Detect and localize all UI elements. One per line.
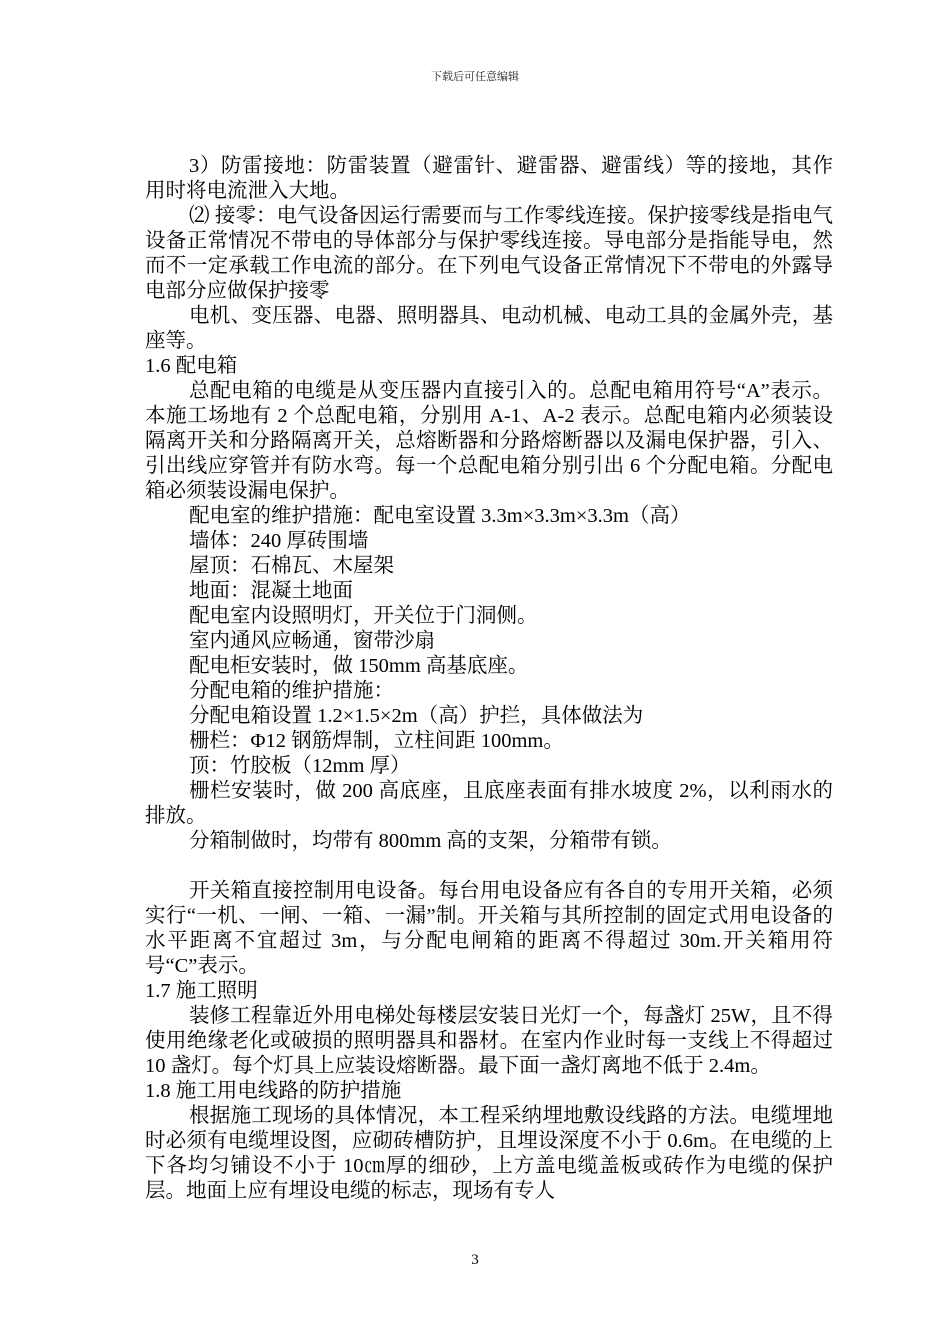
- section-heading-1-8: 1.8 施工用电线路的防护措施: [145, 1080, 402, 1102]
- paragraph-ventilation: 室内通风应畅通，窗带沙扇: [189, 630, 435, 652]
- paragraph-sub-box-maintenance: 分配电箱的维护措施：: [189, 680, 394, 702]
- blank-line: [145, 854, 833, 879]
- paragraph-main-distribution-box: 总配电箱的电缆是从变压器内直接引入的。总配电箱用符号“A”表示。本施工场地有 2 个总配电箱，分别用 A-1、A-2 表示。总配电箱内必须装设隔离开关和分路隔离开关，总熔断器和分路熔断器以及漏电保护器，引入、引出线应穿管并有防水弯。每一个总配电箱分别引出 6 个分配电箱。分配电箱必须装设漏电保护。: [145, 380, 833, 502]
- paragraph-room-maintenance: 配电室的维护措施：配电室设置 3.3m×3.3m×3.3m（高）: [189, 505, 691, 527]
- paragraph-neutral-connection: ⑵ 接零：电气设备因运行需要而与工作零线连接。保护接零线是指电气设备正常情况不带电的导体部分与保护零线连接。导电部分是指能导电，然而不一定承载工作电流的部分。在下列电气设备正常情况下不带电的外露导电部分应做保护接零: [145, 205, 833, 302]
- paragraph-wall: 墙体：240 厚砖围墙: [189, 530, 369, 552]
- paragraph-top: 顶：竹胶板（12mm 厚）: [189, 755, 411, 777]
- section-heading-1-7: 1.7 施工照明: [145, 980, 258, 1002]
- paragraph-lighting: 配电室内设照明灯，开关位于门洞侧。: [189, 605, 538, 627]
- document-body: [145, 154, 833, 1204]
- paragraph-sub-box-fence: 分配电箱设置 1.2×1.5×2m（高）护拦，具体做法为: [189, 705, 644, 727]
- paragraph-sub-box-support: 分箱制做时，均带有 800mm 高的支架，分箱带有锁。: [189, 830, 672, 852]
- page-header: 下载后可任意编辑: [431, 70, 519, 83]
- page-number: 3: [471, 1252, 479, 1268]
- paragraph-switch-box: 开关箱直接控制用电设备。每台用电设备应有各自的专用开关箱，必须实行“一机、一闸、一箱、一漏”制。开关箱与其所控制的固定式用电设备的水平距离不宜超过 3m，与分配电闸箱的距离不得超过 30m.开关箱用符号“C”表示。: [145, 880, 833, 977]
- paragraph-construction-lighting: 装修工程靠近外用电梯处每楼层安装日光灯一个，每盏灯 25W，且不得使用绝缘老化或破损的照明器具和器材。在室内作业时每一支线上不得超过 10 盏灯。每个灯具上应装设熔断器。最下面一盏灯离地不低于 2.4m。: [145, 1005, 833, 1077]
- paragraph-roof: 屋顶：石棉瓦、木屋架: [189, 555, 394, 577]
- section-heading-1-6: 1.6 配电箱: [145, 355, 238, 377]
- paragraph-railing: 栅栏：Φ12 钢筋焊制，立柱间距 100mm。: [189, 730, 564, 752]
- paragraph-equipment-list: 电机、变压器、电器、照明器具、电动机械、电动工具的金属外壳，基座等。: [145, 305, 833, 352]
- paragraph-railing-base: 栅栏安装时，做 200 高底座，且底座表面有排水坡度 2%，以利雨水的排放。: [145, 780, 833, 827]
- paragraph-cable-protection: 根据施工现场的具体情况，本工程采纳埋地敷设线路的方法。电缆埋地时必须有电缆埋设图，应砌砖槽防护，且埋设深度不小于 0.6m。在电缆的上下各均匀铺设不小于 10㎝厚的细砂，上方盖电缆盖板或砖作为电缆的保护层。地面上应有埋设电缆的标志，现场有专人: [145, 1105, 833, 1202]
- paragraph-cabinet-base: 配电柜安装时，做 150mm 高基底座。: [189, 655, 529, 677]
- paragraph-floor: 地面：混凝土地面: [189, 580, 353, 602]
- paragraph-lightning-grounding: 3）防雷接地：防雷装置（避雷针、避雷器、避雷线）等的接地，其作用时将电流泄入大地。: [145, 155, 833, 202]
